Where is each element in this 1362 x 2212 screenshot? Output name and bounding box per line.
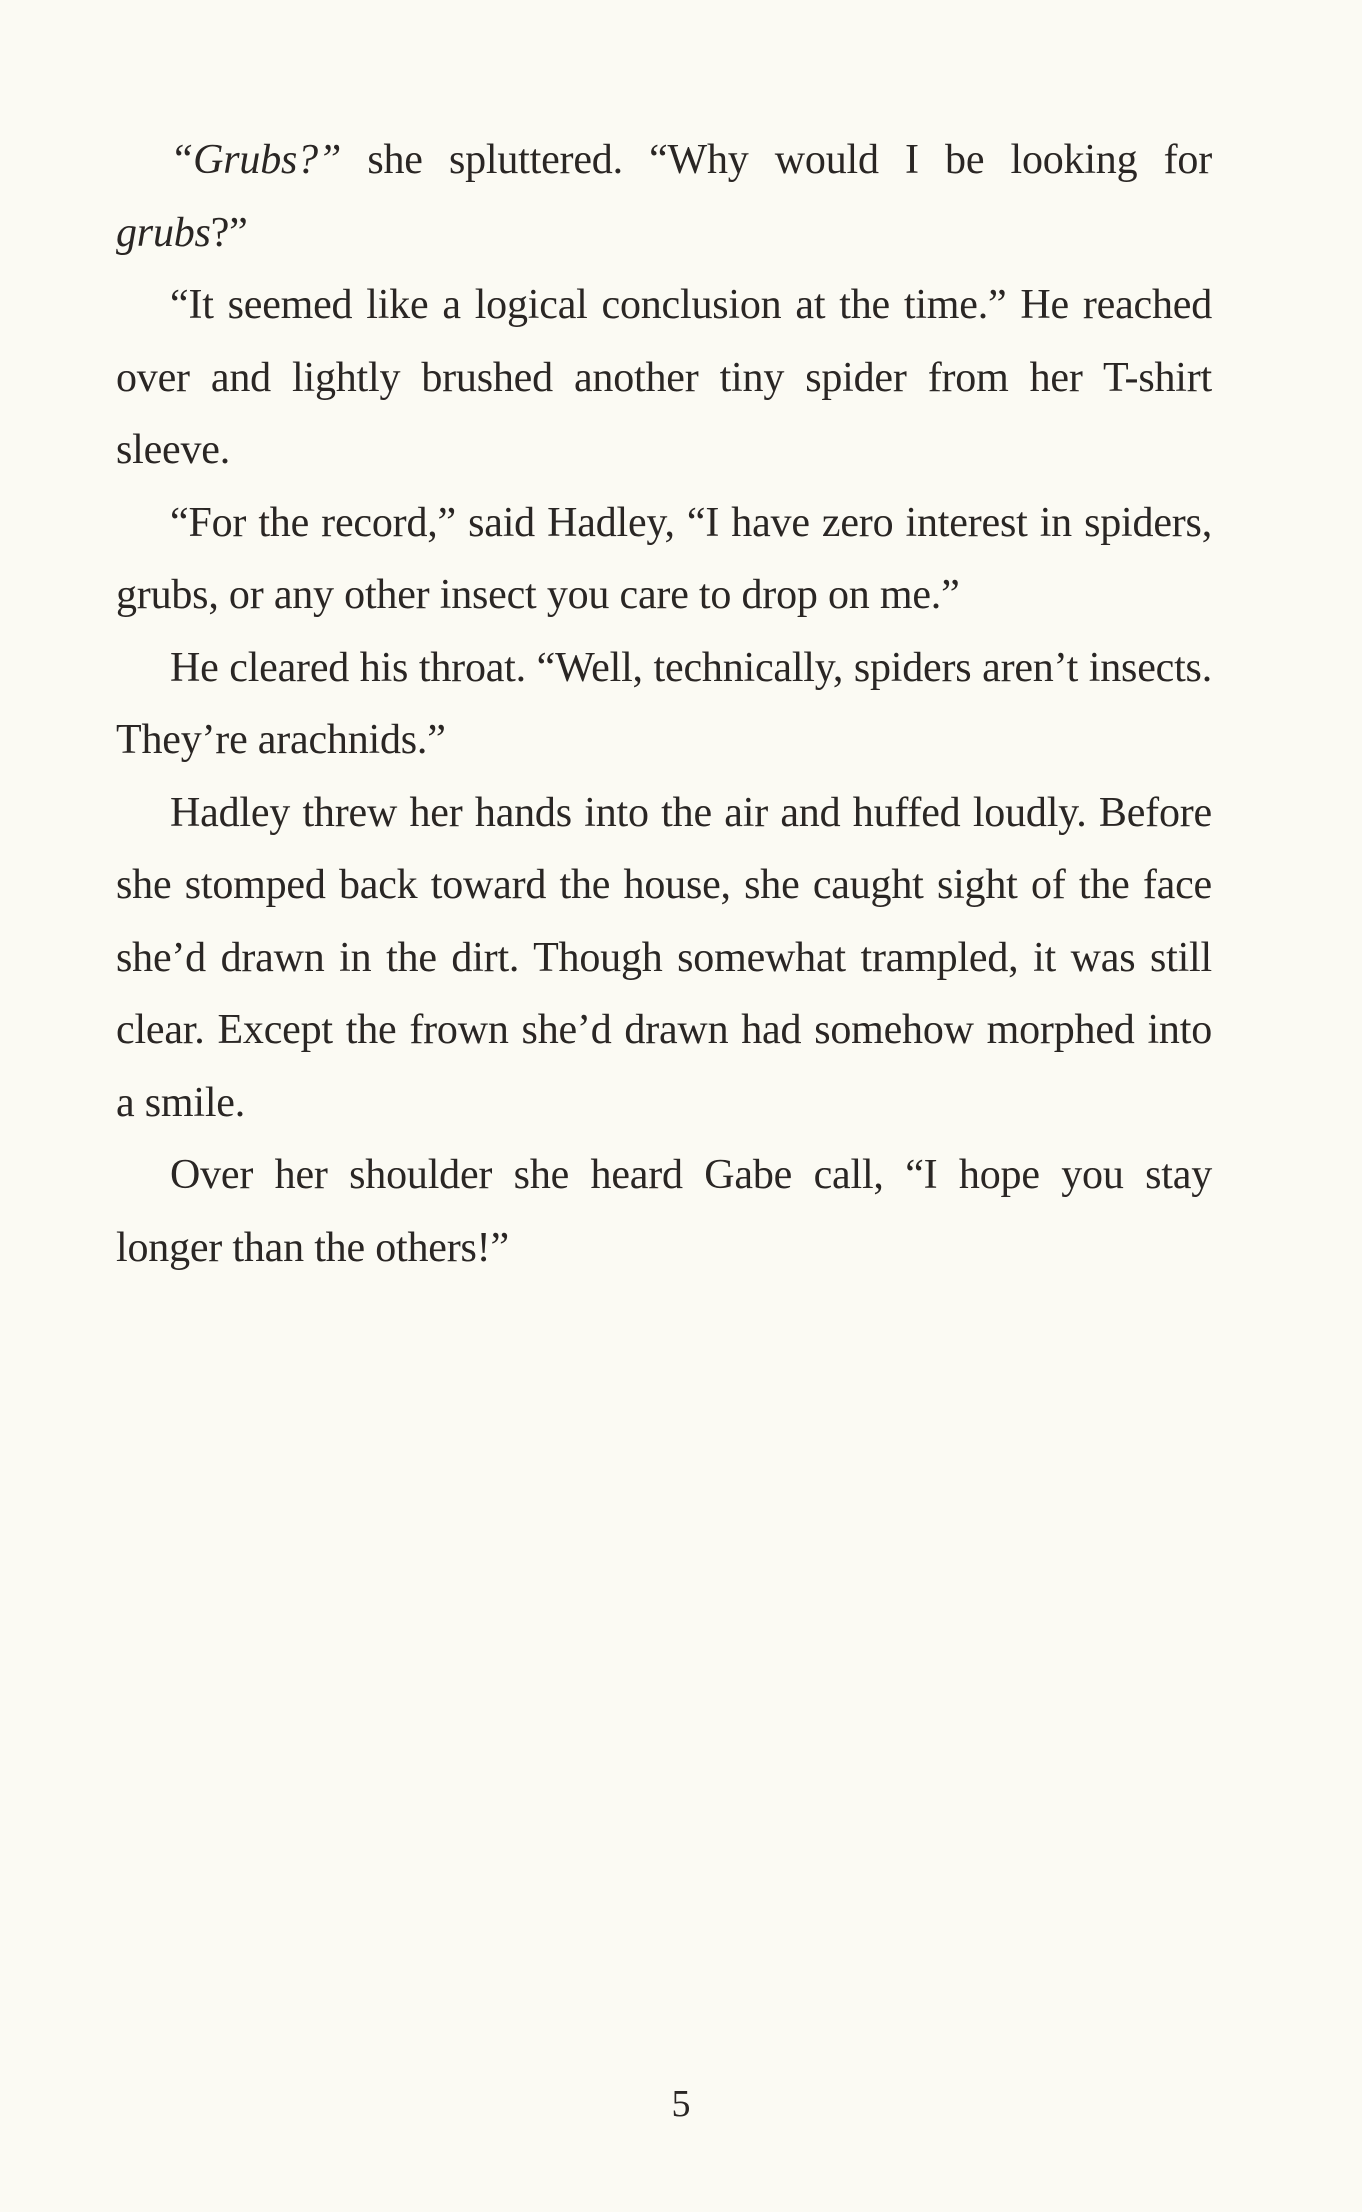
paragraph-6 bbox=[116, 1139, 1212, 1284]
text-segment: “For the record,” said Hadley, “I have zero interest in spiders, grubs, or any other insect you care to drop on me.” bbox=[116, 499, 1212, 618]
text-segment: Hadley threw her hands into the air and huffed loudly. Before she stomped back toward the house, she caught sight of the face she’d drawn in the dirt. Though somewhat trampled, it was still clear. Except the frown she’d drawn had somehow morphed into a smile. bbox=[116, 789, 1212, 1126]
paragraph-5 bbox=[116, 777, 1212, 1140]
text-segment: Over her shoulder she heard Gabe call, “I hope you stay longer than the others!” bbox=[116, 1152, 1212, 1271]
paragraph-2 bbox=[116, 269, 1212, 487]
text-segment: she spluttered. “Why would I be looking for bbox=[341, 137, 1212, 183]
text-segment: “It seemed like a logical conclusion at the time.” He reached over and lightly brushed another tiny spider from her T-shirt sleeve. bbox=[116, 282, 1212, 473]
body-text bbox=[116, 124, 1212, 1284]
text-segment: grubs bbox=[116, 209, 211, 256]
paragraph-3 bbox=[116, 487, 1212, 632]
text-segment: “Grubs?” bbox=[170, 137, 342, 183]
page-number: 5 bbox=[671, 2083, 691, 2125]
paragraph-4 bbox=[116, 632, 1212, 777]
text-segment: He cleared his throat. “Well, technically, spiders aren’t insects. They’re arachnids.” bbox=[116, 644, 1212, 763]
text-segment: ?” bbox=[210, 209, 248, 256]
paragraph-1 bbox=[116, 124, 1212, 269]
